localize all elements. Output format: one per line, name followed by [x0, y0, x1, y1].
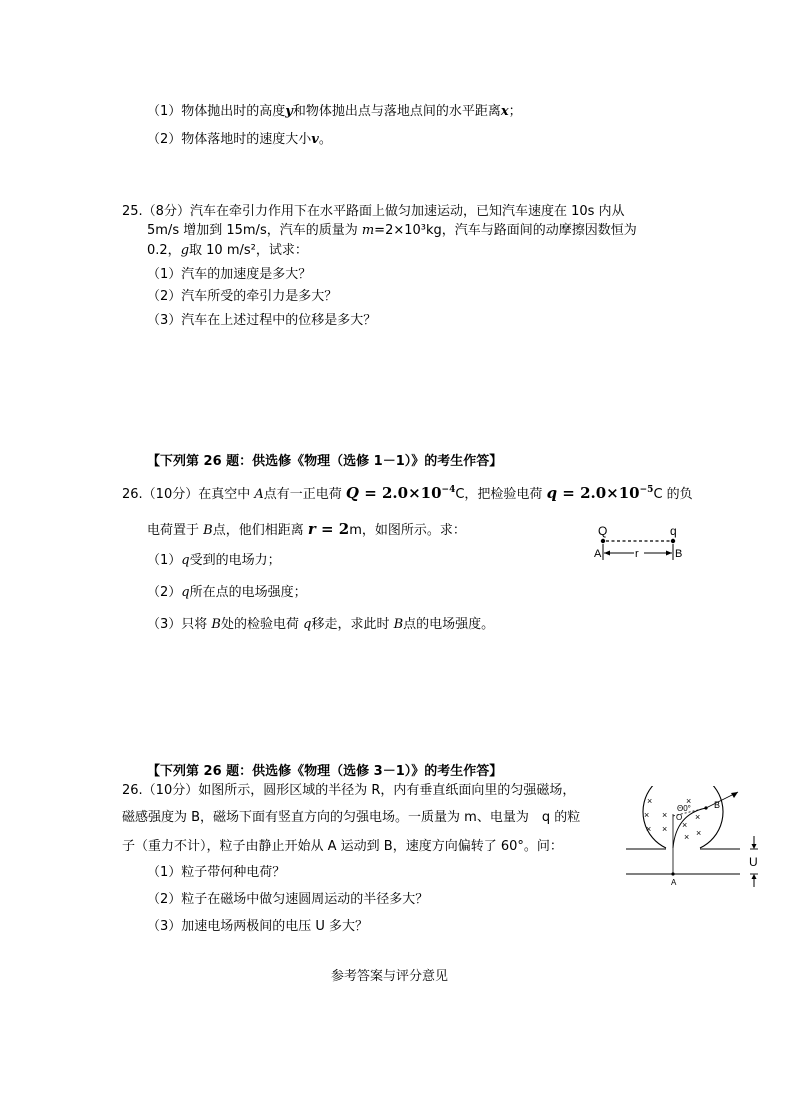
q25-sub2: （2）汽车所受的牵引力是多大？ — [147, 289, 338, 304]
cross: × — [696, 828, 702, 838]
q25-line2: 5m/s 增加到 15m/s，汽车的质量为 m=2×10³kg，汽车与路面间的动摩擦因数恒为 — [147, 223, 637, 238]
u-arrow-bottom-head — [752, 874, 757, 879]
answer-key-heading: 参考答案与评分意见 — [331, 969, 449, 984]
fig-angle: Θ0° — [677, 804, 691, 813]
q25-line3: 0.2，g取 10 m/s²，试求： — [147, 243, 308, 258]
point-B — [704, 806, 707, 809]
section-header-elective-1-1: 【下列第 26 题：供选修《物理（选修 1－1）》的考生作答】 — [147, 454, 503, 469]
cross: × — [686, 796, 692, 806]
r-arrow-right-head — [666, 551, 672, 556]
cross: × — [662, 824, 668, 834]
q26a-sub2: （2）q所在点的电场强度； — [147, 585, 307, 600]
q26a-line1: 26.（10分）在真空中 A点有一正电荷 $Q = 2.0\times 10^{-4}C$，把检验电荷 $q = 2.0\times 10^{-5}C$ 的负 — [122, 484, 693, 502]
q26b-sub1: （1）粒子带何种电荷？ — [147, 865, 286, 880]
q26b-sub2: （2）粒子在磁场中做匀速圆周运动的半径多大？ — [147, 892, 429, 907]
fig-label-U: U — [749, 855, 758, 869]
field-circle — [643, 786, 723, 848]
r-arrow-left-head — [604, 551, 610, 556]
fig-label-q: q — [670, 524, 677, 538]
charge-Q-dot — [601, 539, 605, 543]
cross: × — [682, 820, 688, 830]
q26a-line2: 电荷置于 B点，他们相距离 r = 2m，如图所示。求： — [147, 520, 466, 538]
fig-label-B: B — [675, 548, 683, 560]
cross: × — [695, 812, 701, 822]
q25-sub3: （3）汽车在上述过程中的位移是多大？ — [147, 313, 377, 328]
charge-q-dot — [671, 539, 675, 543]
fig-label-A: A — [594, 548, 602, 560]
q25-sub1: （1）汽车的加速度是多大？ — [147, 267, 312, 282]
q26a-sub1: （1）q受到的电场力； — [147, 553, 281, 568]
q26b-sub3: （3）加速电场两极间的电压 U 多大？ — [147, 919, 369, 934]
magnetic-field-figure — [624, 786, 764, 892]
u-arrow-top-head — [752, 844, 757, 849]
fig-label-r: r — [635, 548, 639, 560]
q24-part2: （2）物体落地时的速度大小v。 — [147, 132, 332, 147]
q24-part1: （1）物体抛出时的高度y和物体抛出点与落地点间的水平距离x； — [147, 104, 522, 119]
section-header-elective-3-1: 【下列第 26 题：供选修《物理（选修 3－1）》的考生作答】 — [147, 764, 503, 779]
fig-label-Q: Q — [598, 524, 608, 538]
q26b-line1: 26.（10分）如图所示，圆形区域的半径为 R，内有垂直纸面向里的匀强磁场， — [122, 783, 576, 798]
cross: × — [684, 832, 690, 842]
point-A — [671, 872, 674, 875]
cross: × — [662, 810, 668, 820]
q26a-sub3: （3）只将 B处的检验电荷 q移走，求此时 B点的电场强度。 — [147, 617, 495, 632]
fig-label-O: O — [676, 813, 683, 822]
fig-label-A2: A — [671, 878, 677, 887]
cross: × — [644, 810, 650, 820]
cross: × — [646, 824, 652, 834]
q26b-line2: 磁感强度为 B，磁场下面有竖直方向的匀强电场。一质量为 m、电量为 q 的粒 — [122, 810, 581, 825]
charges-figure — [594, 524, 694, 564]
fig-label-B2: B — [714, 800, 721, 810]
q25-line1: 25.（8分）汽车在牵引力作用下在水平路面上做匀加速运动，已知汽车速度在 10s 内从 — [122, 204, 625, 219]
cross: × — [647, 796, 653, 806]
q26b-line3: 子（重力不计），粒子由静止开始从 A 运动到 B，速度方向偏转了 60°。问： — [122, 839, 563, 854]
